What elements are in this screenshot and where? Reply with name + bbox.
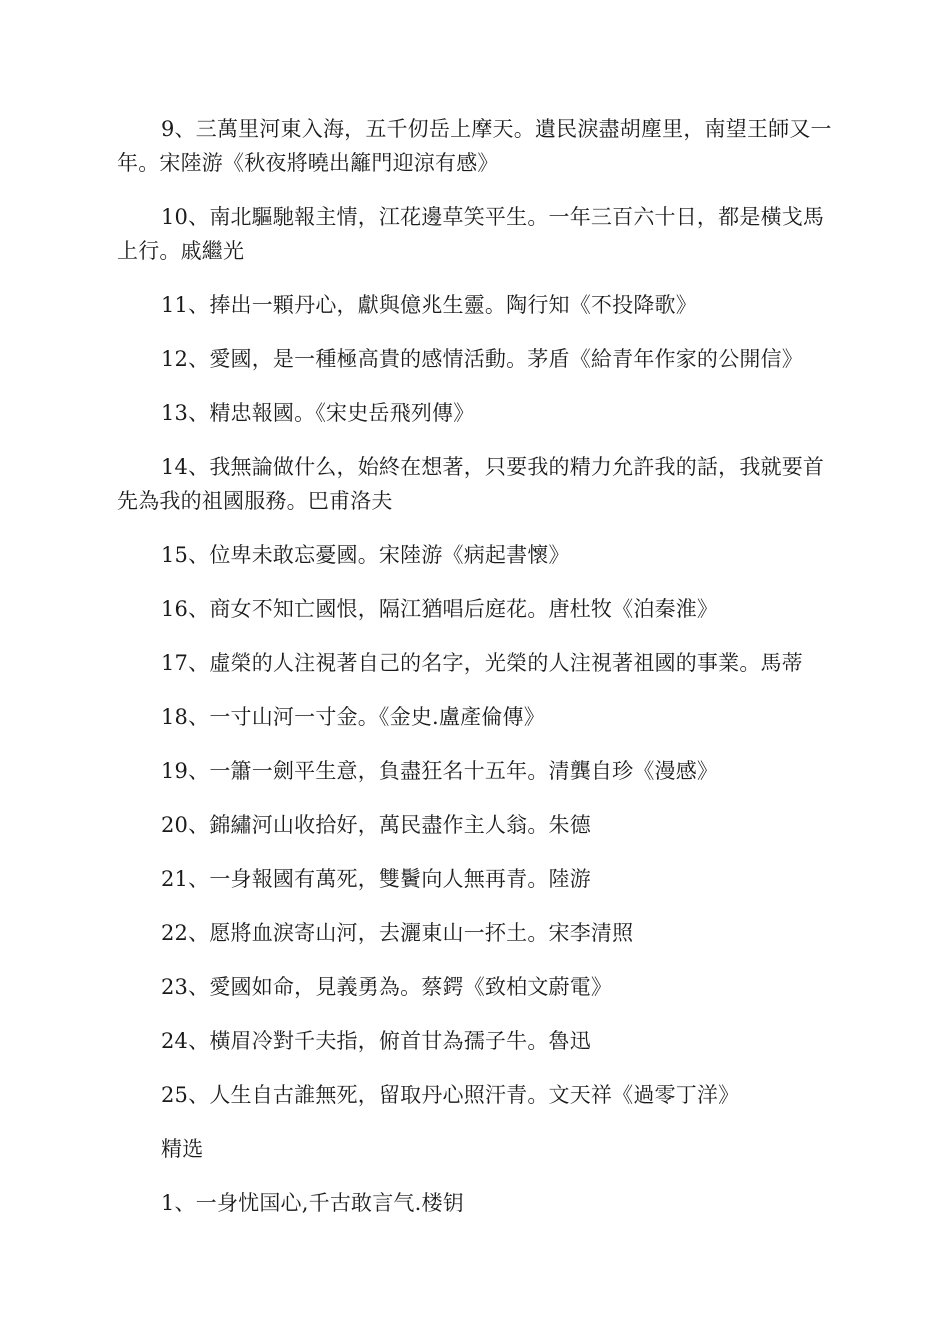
- quote-paragraph-23: 23、愛國如命，見義勇為。蔡鍔《致柏文蔚電》: [161, 975, 613, 999]
- quote-paragraph-14: 14、我無論做什么，始終在想著，只要我的精力允許我的話，我就要首先為我的祖國服務。巴甫洛夫: [117, 455, 825, 513]
- quote-paragraph-12: 12、愛國，是一種極高貴的感情活動。茅盾《給青年作家的公開信》: [161, 347, 803, 371]
- quote-paragraph-20: 20、錦繡河山收拾好，萬民盡作主人翁。朱德: [161, 813, 591, 837]
- quote-paragraph-17: 17、虛榮的人注視著自己的名字，光榮的人注視著祖國的事業。馬蒂: [161, 651, 803, 675]
- quote-paragraph-22: 22、愿將血淚寄山河，去灑東山一抔土。宋李清照: [161, 921, 634, 945]
- quote-paragraph-9: 9、三萬里河東入海，五千仞岳上摩天。遺民淚盡胡塵里，南望王師又一年。宋陸游《秋夜將曉出籬門迎涼有感》: [117, 117, 832, 175]
- quote-paragraph-15: 15、位卑未敢忘憂國。宋陸游《病起書懷》: [161, 543, 570, 567]
- quote-paragraph-10: 10、南北驅馳報主情，江花邊草笑平生。一年三百六十日，都是橫戈馬上行。戚繼光: [117, 205, 825, 263]
- quote-paragraph-24: 24、橫眉冷對千夫指，俯首甘為孺子牛。魯迅: [161, 1029, 591, 1053]
- quote-paragraph-11: 11、捧出一顆丹心，獻與億兆生靈。陶行知《不投降歌》: [161, 293, 697, 317]
- quote-paragraph-13: 13、精忠報國。《宋史岳飛列傳》: [161, 401, 475, 425]
- quote-paragraph-21: 21、一身報國有萬死，雙鬢向人無再青。陸游: [161, 867, 591, 891]
- quote-paragraph-16: 16、商女不知亡國恨，隔江猶唱后庭花。唐杜牧《泊秦淮》: [161, 597, 719, 621]
- section-heading-selected: 精选: [161, 1137, 204, 1161]
- quote-paragraph-19: 19、一簫一劍平生意，負盡狂名十五年。清龔自珍《漫感》: [161, 759, 719, 783]
- quote-paragraph-18: 18、一寸山河一寸金。《金史.盧產倫傳》: [161, 705, 545, 729]
- selected-quote-1: 1、一身忧国心,千古敢言气.楼钥: [161, 1191, 464, 1215]
- quote-paragraph-25: 25、人生自古誰無死，留取丹心照汗青。文天祥《過零丁洋》: [161, 1083, 740, 1107]
